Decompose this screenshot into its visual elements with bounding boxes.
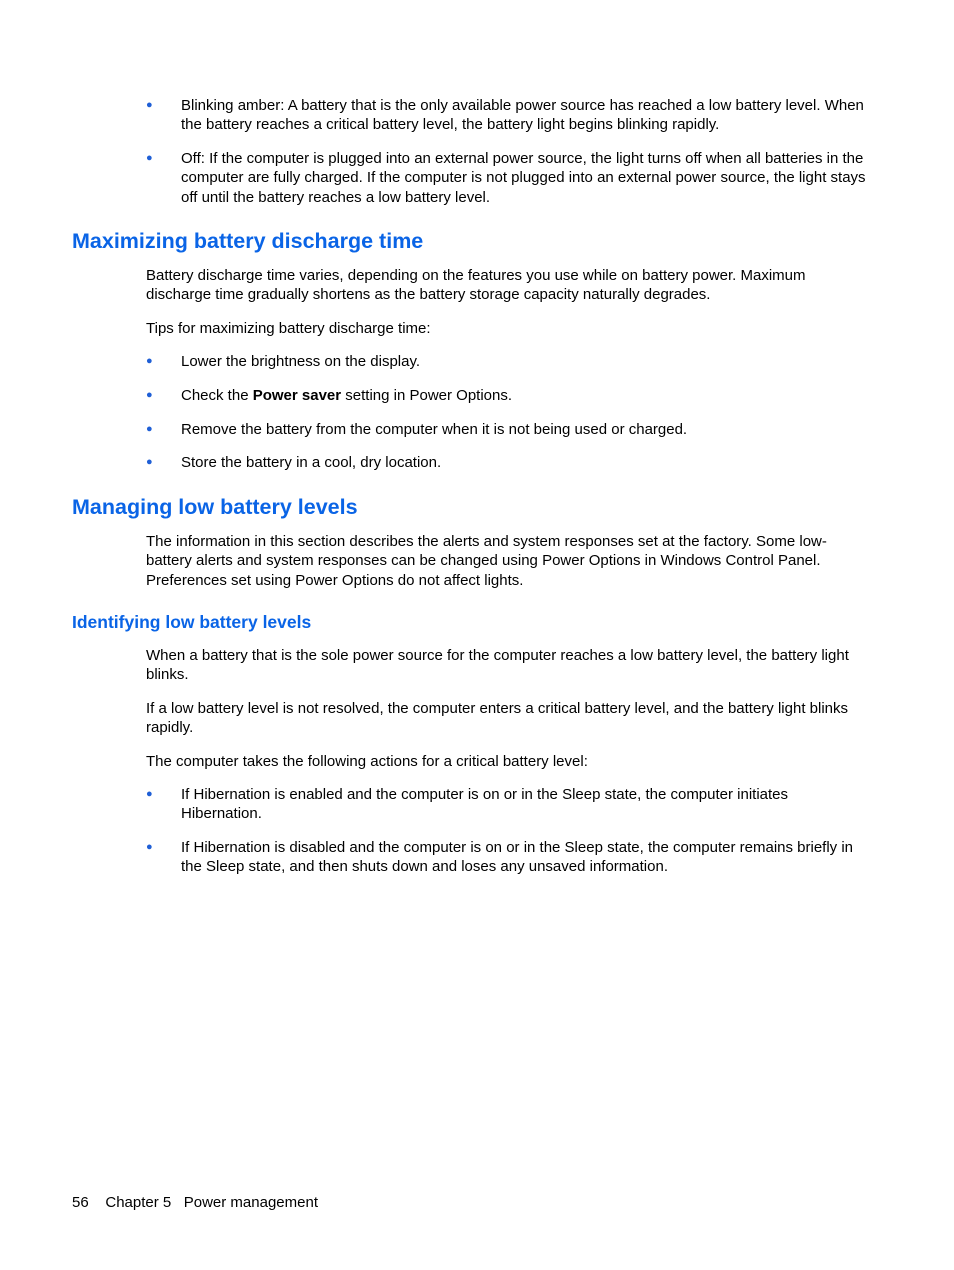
bullet-icon: ● bbox=[146, 788, 153, 800]
list-item-text: Store the battery in a cool, dry location. bbox=[181, 454, 442, 471]
page-number: 56 bbox=[72, 1194, 89, 1211]
chapter-label: Chapter 5 bbox=[105, 1194, 172, 1211]
bullet-icon: ● bbox=[146, 152, 153, 164]
tip-text-post: setting in Power Options. bbox=[341, 387, 513, 404]
page-footer bbox=[72, 1193, 318, 1212]
list-item-text bbox=[181, 386, 871, 405]
section-heading-managing: Managing low battery levels bbox=[72, 495, 358, 519]
subsection-heading-identifying: Identifying low battery levels bbox=[72, 612, 312, 632]
list-item-text: If Hibernation is enabled and the computer is on or in the Sleep state, the computer initiates Hibernation. bbox=[181, 786, 789, 823]
list-item-text: Blinking amber: A battery that is the only available power source has reached a low battery level. When the battery reaches a critical battery level, the battery light begins blinking rapidly. bbox=[181, 97, 864, 134]
paragraph: When a battery that is the sole power source for the computer reaches a low battery level, the battery light blinks. bbox=[146, 647, 849, 684]
section-heading-maximizing: Maximizing battery discharge time bbox=[72, 229, 424, 253]
chapter-title: Power management bbox=[183, 1194, 318, 1211]
paragraph: Battery discharge time varies, depending on the features you use while on battery power. Maximum discharge time gradually shortens as the battery storage capacity naturally degrades. bbox=[146, 267, 806, 304]
list-item-text: Off: If the computer is plugged into an external power source, the light turns off when all batteries in the computer are fully charged. If the computer is not plugged into an external power source, the light stays off until the battery reaches a low battery level. bbox=[181, 150, 866, 206]
power-saver-label: Power saver bbox=[252, 387, 342, 404]
bullet-icon: ● bbox=[146, 99, 153, 111]
bullet-icon: ● bbox=[146, 841, 153, 853]
bullet-icon: ● bbox=[146, 355, 153, 367]
bullet-icon: ● bbox=[146, 423, 153, 435]
paragraph: The computer takes the following actions for a critical battery level: bbox=[146, 753, 588, 770]
list-item-text: If Hibernation is disabled and the computer is on or in the Sleep state, the computer remains briefly in the Sleep state, and then shuts down and loses any unsaved information. bbox=[181, 839, 854, 876]
bullet-icon: ● bbox=[146, 456, 153, 468]
list-item-text: Lower the brightness on the display. bbox=[181, 353, 421, 370]
tip-text-pre: Check the bbox=[181, 387, 253, 404]
paragraph: Tips for maximizing battery discharge time: bbox=[146, 320, 431, 337]
paragraph: If a low battery level is not resolved, the computer enters a critical battery level, and the battery light blinks rapidly. bbox=[146, 700, 849, 737]
list-item-text: Remove the battery from the computer when it is not being used or charged. bbox=[181, 421, 688, 438]
bullet-icon: ● bbox=[146, 389, 153, 401]
paragraph: The information in this section describes the alerts and system responses set at the factory. Some low-battery alerts and system responses can be changed using Power Options in Windows Control Panel. Preferences set using Power Options do not affect lights. bbox=[146, 533, 827, 589]
